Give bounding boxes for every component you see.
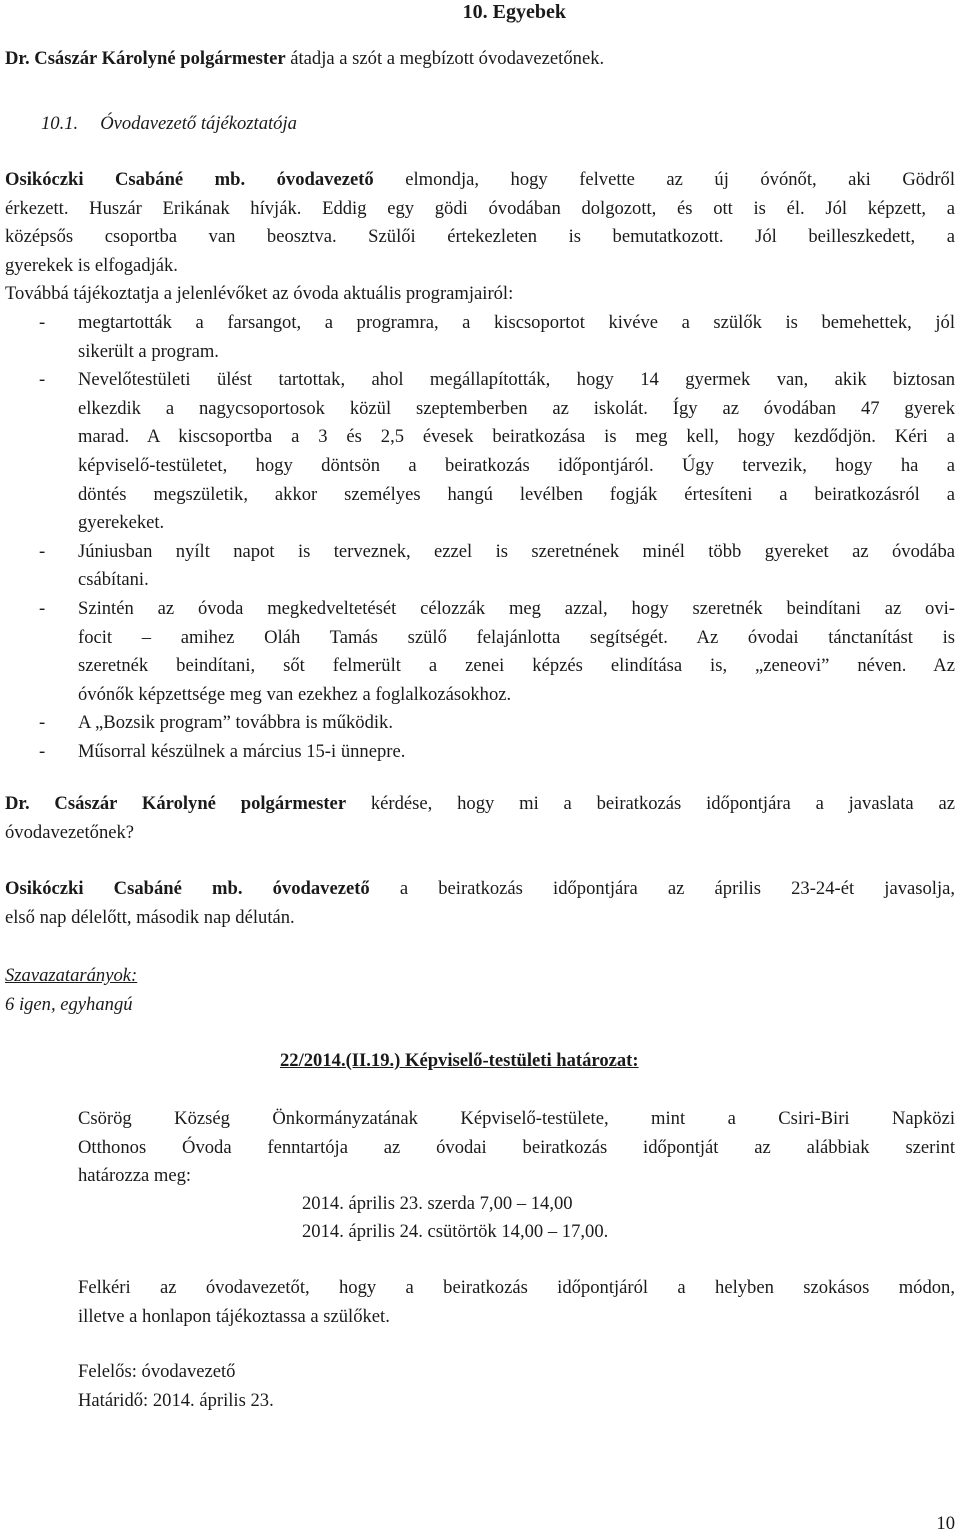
resolution-request: Felkéri az óvodavezetőt, hogy a beiratkozás időpontjáról a helyben szokásos módon, illetve a honlapon tájékoztassa a szülőket. bbox=[78, 1277, 955, 1327]
list-item: - Műsorral készülnek a március 15-i ünnepre. bbox=[39, 740, 406, 762]
responsible-line: Felelős: óvodavezető bbox=[78, 1361, 236, 1382]
program-list bbox=[5, 309, 955, 767]
date-line: 2014. április 24. csütörtök 14,00 – 17,00. bbox=[302, 1221, 609, 1242]
report-paragraph bbox=[5, 166, 955, 309]
report-speaker: Osikóczki Csabáné mb. óvodavezető bbox=[5, 169, 374, 190]
list-item: - A „Bozsik program” továbbra is működik. bbox=[39, 712, 394, 734]
intro-speaker: Dr. Császár Károlyné polgármester bbox=[5, 48, 286, 69]
date-line: 2014. április 23. szerda 7,00 – 14,00 bbox=[302, 1193, 573, 1214]
report-line-0: elmondja, hogy felvette az új óvónőt, aki Gödről bbox=[373, 169, 956, 190]
list-item: - Júniusban nyílt napot is terveznek, ezzel is szeretnének minél több gyereket az óvodába csábítani. bbox=[39, 540, 955, 591]
deadline-line: Határidő: 2014. április 23. bbox=[78, 1389, 274, 1411]
list-item: - Nevelőtestületi ülést tartottak, ahol megállapították, hogy 14 gyermek van, akik biztosan elkezdik a nagycsoportosok közül szeptemberben az iskolát. Így az óvodában 47 gyerek marad. A kiscsoportba a 3 és 2,5 évesek beiratkozása is meg kell, hogy kezdődjön. Kéri a képviselő-testületet, hogy döntsön a beiratkozás időpontjáról. Úgy tervezik, hogy ha a döntés megszületik, akkor személyes hangú levélben fogják értesíteni a beiratkozásról a gyerekeket. bbox=[39, 369, 955, 534]
resolution-body: Csörög Község Önkormányzatának Képviselő-testülete, mint a Csiri-Biri Napközi Otthonos Óvoda fenntartója az óvodai beiratkozás időpontját az alábbiak szerint határozza meg: bbox=[78, 1108, 955, 1187]
vote-block bbox=[5, 962, 955, 1019]
list-item: - Szintén az óvoda megkedveltetését célozzák meg azzal, hogy szeretnék beindítani az ovi- focit – amihez Oláh Tamás szülő felajánlotta segítségét. Az óvodai tánctanítást is szeretnék beindítani, sőt felmerült a zenei képzés elindítása is, „zeneovi” néven. Az óvónők képzettsége meg van ezekhez a foglalkozásokhoz. bbox=[39, 597, 955, 705]
answer-paragraph: Osikóczki Csabáné mb. óvodavezető a beiratkozás időpontjára az április 23-24-ét javasolja, első nap délelőtt, második nap délután. bbox=[5, 878, 956, 928]
subsection-number: 10.1. bbox=[41, 113, 79, 134]
question-speaker: Dr. Császár Károlyné polgármester bbox=[5, 793, 347, 814]
resolution-title: 22/2014.(II.19.) Képviselő-testületi határozat: bbox=[280, 1050, 639, 1071]
page-number: 10 bbox=[936, 1513, 955, 1534]
intro-paragraph bbox=[5, 45, 955, 74]
subsection-heading bbox=[41, 110, 641, 139]
intro-text: átadja a szót a megbízott óvodavezetőnek. bbox=[285, 48, 605, 69]
resolution-responsibility bbox=[78, 1358, 955, 1415]
list-intro: Továbbá tájékoztatja a jelenlévőket az óvoda aktuális programjairól: bbox=[5, 283, 514, 305]
report-line-3: gyerekek is elfogadják. bbox=[5, 254, 178, 276]
vote-label: Szavazatarányok: bbox=[5, 965, 138, 986]
resolution-dates bbox=[302, 1190, 608, 1246]
subsection-title: Óvodavezető tájékoztatója bbox=[100, 113, 297, 134]
list-item: - megtartották a farsangot, a programra, a kiscsoportot kivéve a szülők is bemehettek, jól sikerült a program. bbox=[39, 312, 955, 362]
vote-result: 6 igen, egyhangú bbox=[5, 993, 133, 1015]
report-line-2: középsős csoportba van beosztva. Szülői értekezleten is bemutatkozott. Jól beilleszkedett, a bbox=[5, 226, 955, 248]
answer-speaker: Osikóczki Csabáné mb. óvodavezető bbox=[5, 878, 370, 899]
question-paragraph: Dr. Császár Károlyné polgármester kérdése, hogy mi a beiratkozás időpontjára a javaslata az óvodavezetőnek? bbox=[5, 793, 955, 843]
report-line-1: érkezett. Huszár Erikának hívják. Eddig egy gödi óvodában dolgozott, és ott is él. Jól képzett, a bbox=[5, 197, 955, 219]
section-heading: 10. Egyebek bbox=[462, 1, 566, 23]
